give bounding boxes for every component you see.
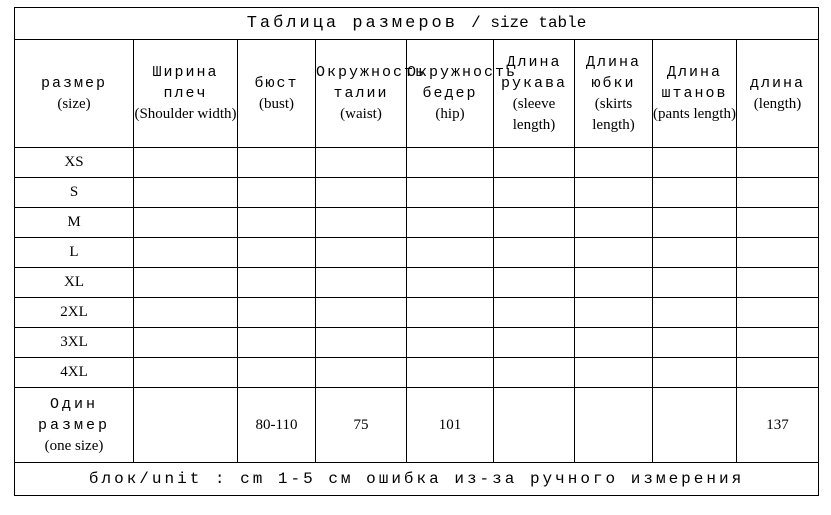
size-label: XL (15, 268, 134, 298)
table-row (15, 178, 819, 208)
table-cell (575, 178, 653, 208)
table-cell (407, 148, 494, 178)
table-cell (575, 238, 653, 268)
table-cell (737, 328, 819, 358)
table-cell (407, 298, 494, 328)
table-row (15, 208, 819, 238)
table-cell (238, 208, 316, 238)
table-cell (737, 298, 819, 328)
table-cell (316, 298, 407, 328)
one-size-row (15, 388, 819, 463)
table-title-en: / size table (471, 14, 587, 32)
header-shoulder-width: Ширина плеч (Shoulder width) (134, 40, 238, 148)
table-title (15, 8, 819, 40)
header-bust: бюст (bust) (238, 40, 316, 148)
size-table-container (14, 7, 818, 496)
table-cell: 137 (737, 388, 819, 463)
table-cell (653, 268, 737, 298)
table-cell (737, 148, 819, 178)
size-label: XS (15, 148, 134, 178)
table-cell (407, 358, 494, 388)
table-cell: 75 (316, 388, 407, 463)
table-cell (494, 328, 575, 358)
header-hip: Окружность бедер (hip) (407, 40, 494, 148)
one-size-label: Один размер (one size) (15, 388, 134, 463)
size-label: L (15, 238, 134, 268)
table-cell (494, 208, 575, 238)
table-cell (238, 268, 316, 298)
table-cell (737, 208, 819, 238)
table-cell (316, 208, 407, 238)
table-cell (653, 238, 737, 268)
table-cell (575, 358, 653, 388)
table-cell (575, 298, 653, 328)
table-cell (134, 268, 238, 298)
size-label: 2XL (15, 298, 134, 328)
header-sleeve-length: Длина рукава (sleeve length) (494, 40, 575, 148)
table-cell (316, 178, 407, 208)
table-cell: 80-110 (238, 388, 316, 463)
table-row (15, 238, 819, 268)
table-cell (238, 358, 316, 388)
table-cell (134, 208, 238, 238)
table-cell (575, 388, 653, 463)
table-cell (494, 388, 575, 463)
table-cell (134, 328, 238, 358)
size-label: M (15, 208, 134, 238)
table-cell (407, 178, 494, 208)
table-cell (737, 238, 819, 268)
table-cell (737, 268, 819, 298)
table-cell (316, 148, 407, 178)
table-cell (575, 148, 653, 178)
table-row (15, 328, 819, 358)
size-table (14, 7, 819, 496)
table-cell (407, 238, 494, 268)
table-cell (653, 298, 737, 328)
header-skirts-length: Длина юбки (skirts length) (575, 40, 653, 148)
table-cell (494, 358, 575, 388)
table-row (15, 298, 819, 328)
table-cell (134, 358, 238, 388)
header-size: размер (size) (15, 40, 134, 148)
table-cell (134, 148, 238, 178)
table-cell (494, 178, 575, 208)
size-rows (15, 148, 819, 388)
table-cell (653, 358, 737, 388)
table-cell (737, 358, 819, 388)
table-cell (494, 148, 575, 178)
table-cell (653, 148, 737, 178)
table-cell (316, 328, 407, 358)
table-cell (134, 178, 238, 208)
header-row (15, 40, 819, 148)
table-cell (494, 268, 575, 298)
table-cell (316, 268, 407, 298)
table-cell (407, 328, 494, 358)
table-cell (238, 238, 316, 268)
table-cell (407, 268, 494, 298)
table-cell (238, 178, 316, 208)
size-label: 4XL (15, 358, 134, 388)
table-cell (494, 298, 575, 328)
size-label: 3XL (15, 328, 134, 358)
table-cell (238, 328, 316, 358)
table-cell (653, 388, 737, 463)
table-cell (407, 208, 494, 238)
table-cell (653, 178, 737, 208)
table-cell (575, 268, 653, 298)
size-label: S (15, 178, 134, 208)
table-cell: 101 (407, 388, 494, 463)
table-cell (134, 298, 238, 328)
table-title-ru: Таблица размеров (246, 14, 458, 33)
header-pants-length: Длина штанов (pants length) (653, 40, 737, 148)
table-cell (134, 388, 238, 463)
header-waist: Окружность талии (waist) (316, 40, 407, 148)
table-cell (316, 238, 407, 268)
table-row (15, 268, 819, 298)
table-cell (575, 208, 653, 238)
table-cell (238, 148, 316, 178)
header-length: длина (length) (737, 40, 819, 148)
table-cell (737, 178, 819, 208)
table-cell (575, 328, 653, 358)
table-cell (134, 238, 238, 268)
table-row (15, 148, 819, 178)
table-cell (653, 328, 737, 358)
table-cell (238, 298, 316, 328)
table-row (15, 358, 819, 388)
table-cell (316, 358, 407, 388)
table-footer: блок/unit : cm 1-5 см ошибка из-за ручного измерения (15, 463, 819, 496)
table-cell (653, 208, 737, 238)
table-cell (494, 238, 575, 268)
